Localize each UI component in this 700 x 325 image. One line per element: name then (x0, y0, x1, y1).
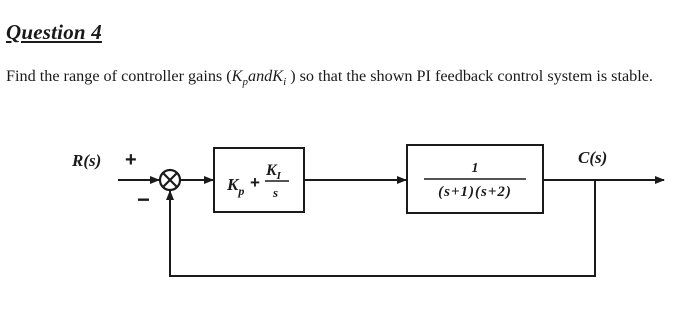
controller-kp: $K_p$ (227, 175, 245, 198)
question-text-end: ) so that the shown PI feedback control system is stable. (286, 67, 653, 85)
summing-junction (160, 170, 180, 190)
input-label: R(s) (72, 151, 102, 170)
kp-symbol: $K_p$ (231, 67, 248, 89)
question-text-start: Find the range of controller gains ( (6, 67, 232, 85)
controller-s: s (273, 185, 279, 200)
ki-symbol: $K_i$ (272, 67, 287, 89)
controller-plus: + (250, 173, 260, 192)
output-label: C(s) (578, 148, 608, 167)
plus-sign: + (125, 149, 137, 171)
plant-denominator: (s+1)(s+2) (438, 184, 512, 200)
minus-sign: − (137, 187, 150, 212)
plant-numerator: 1 (471, 161, 479, 176)
controller-ki: $K_I$ (266, 162, 281, 182)
question-heading: Question 4 (6, 20, 102, 44)
and-word: and (247, 67, 273, 85)
